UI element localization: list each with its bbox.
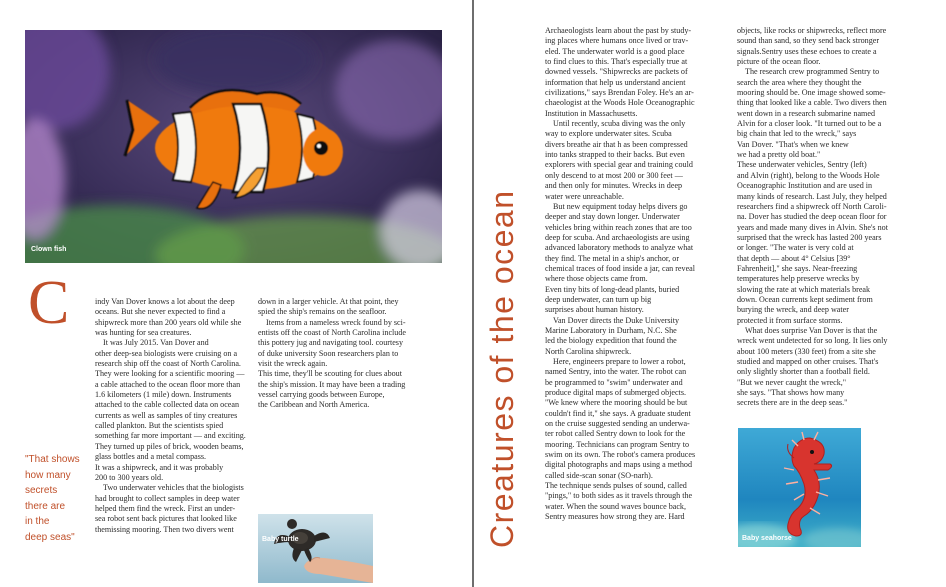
left-column-1 (95, 297, 255, 535)
left-page (0, 0, 472, 587)
paragraph: Items from a nameless wreck found by sci- entists off the coast of North Carolina include this pottery jug and navigating tool. courtesy of duke university Soon researchers plan to visit the wreck again. This time, they'll be scouting for clues about the ship's mission. It may have been a trading vessel carrying goods between Europe, the Caribbean and North America. (258, 317, 406, 410)
paragraph: It was July 2015. Van Dover and other deep-sea biologists were cruising on a research ship off the coast of North Carolina. They were looking for a scientific mooring — a cable attached to the ocean floor more than 1.6 kilometers (1 mile) down. Instruments attached to the cable collected data on ocean currents as well as samples of tiny creatures called plankton. But the scientists spied something far more important — and exciting. They turned up piles of brick, wooden beams, glass bottles and a metal compass. It was a shipwreck, and it was probably 200 to 300 years old. (95, 338, 246, 482)
right-column-2 (737, 26, 902, 409)
right-page (474, 0, 946, 587)
baby-seahorse-photo (738, 428, 861, 547)
seahorse-illustration (738, 428, 861, 547)
drop-cap: C (28, 269, 70, 337)
paragraph: What does surprise Van Dover is that the wreck went undetected for so long. It lies only about 100 meters (330 feet) from a site she studied and mapped on other cruises. That's only slightly shorter than a football field. "But we never caught the wreck," she says. "That shows how many secrets there are in the deep seas." (737, 325, 888, 408)
paragraph: But new equipment today helps divers go deeper and stay down longer. Underwater vehicles bring within reach zones that are too deep for scuba. And archaeologists are using advanced laboratory methods to analyze what they find. The metal in a ship's anchor, or chemical traces of food inside a jar, can reveal where those objects came from. Even tiny bits of long-dead plants, buried deep underwater, can turn up big surprises about human history. (545, 201, 696, 315)
baby-turtle-photo (258, 514, 373, 583)
paragraph: Van Dover directs the Duke University Marine Laboratory in Durham, N.C. She led the biology expedition that found the North Carolina shipwreck. (545, 315, 680, 356)
paragraph: indy Van Dover knows a lot about the deep oceans. But she never expected to find a shipwreck more than 200 years old while she was hunting for sea creatures. (95, 297, 242, 338)
clownfish-photo (25, 30, 442, 263)
clownfish-illustration (25, 30, 442, 263)
paragraph: Here, engineers prepare to lower a robot, named Sentry, into the water. The robot can be programmed to "swim" underwater and produce digital maps of submerged objects. "We knew where the mooring should be but couldn't find it," she says. A graduate student on the cruise suggested sending an underwa- ter robot called Sentry down to look for the mooring. Technicians can program Sentry to swim on its own. The robot's camera produces digital photographs and maps using a method called side-scan sonar (SO-narh). The technique sends pulses of sound, called "pings," to both sides as it travels through the water. When the sound waves bounce back, Sentry measures how strong they are. Hard (545, 357, 696, 522)
paragraph: objects, like rocks or shipwrecks, reflect more sound than sand, so they send back stronger signals.Sentry uses these echoes to create a picture of the ocean floor. (737, 26, 887, 67)
clownfish-caption: Clown fish (31, 246, 67, 253)
seahorse-caption: Baby seahorse (742, 535, 792, 542)
paragraph: The research crew programmed Sentry to search the area where they thought the mooring should be. One image showed some- thing that looked like a cable. Two divers then went down in a research submarine named Alvin for a closer look. "It turned out to be a big chain that led to the wreck," says Van Dover. "That's when we knew we had a pretty old boat." These underwater vehicles, Sentry (left) and Alvin (right), belong to the Woods Hole Oceanographic Institution and are used in many kinds of research. Last July, they helped researchers find a shipwreck off North Caroli- na. Dover has studied the deep ocean floor for years and made many dives in Alvin. She's not surprised that the wreck has lasted 200 years or longer. "The water is very cold at that depth — about 4° Celsius [39° Fahrenheit]," she says. Near-freezing temperatures help preserve wrecks by slowing the rate at which materials break down. Ocean currents kept sediment from burying the wreck, and deep water protected it from surface storms. (737, 67, 888, 325)
left-column-2 (258, 297, 423, 411)
paragraph: Until recently, scuba diving was the only way to explore underwater sites. Scuba divers breathe air that h as been compressed into tanks strapped to their backs. But even explorers with special gear and training could only descend to at most 200 or 300 feet — and then only for minutes. Wrecks in deep water were unreachable. (545, 119, 693, 201)
pull-quote: "That shows how many secrets there are in the deep seas" (25, 454, 80, 543)
turtle-caption: Baby turtle (262, 536, 299, 543)
baby-turtle-illustration (258, 514, 373, 583)
paragraph: Archaeologists learn about the past by study- ing places where humans once lived or trav- eled. The underwater world is a good place to find clues to this. That's especially true at downed vessels. "Shipwrecks are packets of information that help us understand ancient civilizations," says Brendan Foley. He's an ar- chaeologist at the Woods Hole Oceanographic Institution in Massachusetts. (545, 26, 695, 118)
right-column-1 (545, 26, 705, 523)
vertical-title: Creatures of the ocean (484, 189, 520, 548)
paragraph: Two underwater vehicles that the biologists had brought to collect samples in deep water helped them find the wreck. First an under- sea robot sent back pictures that looked like themissing mooring. Then two divers went (95, 483, 244, 534)
paragraph: down in a larger vehicle. At that point, they spied the ship's remains on the seafloor. (258, 297, 399, 317)
